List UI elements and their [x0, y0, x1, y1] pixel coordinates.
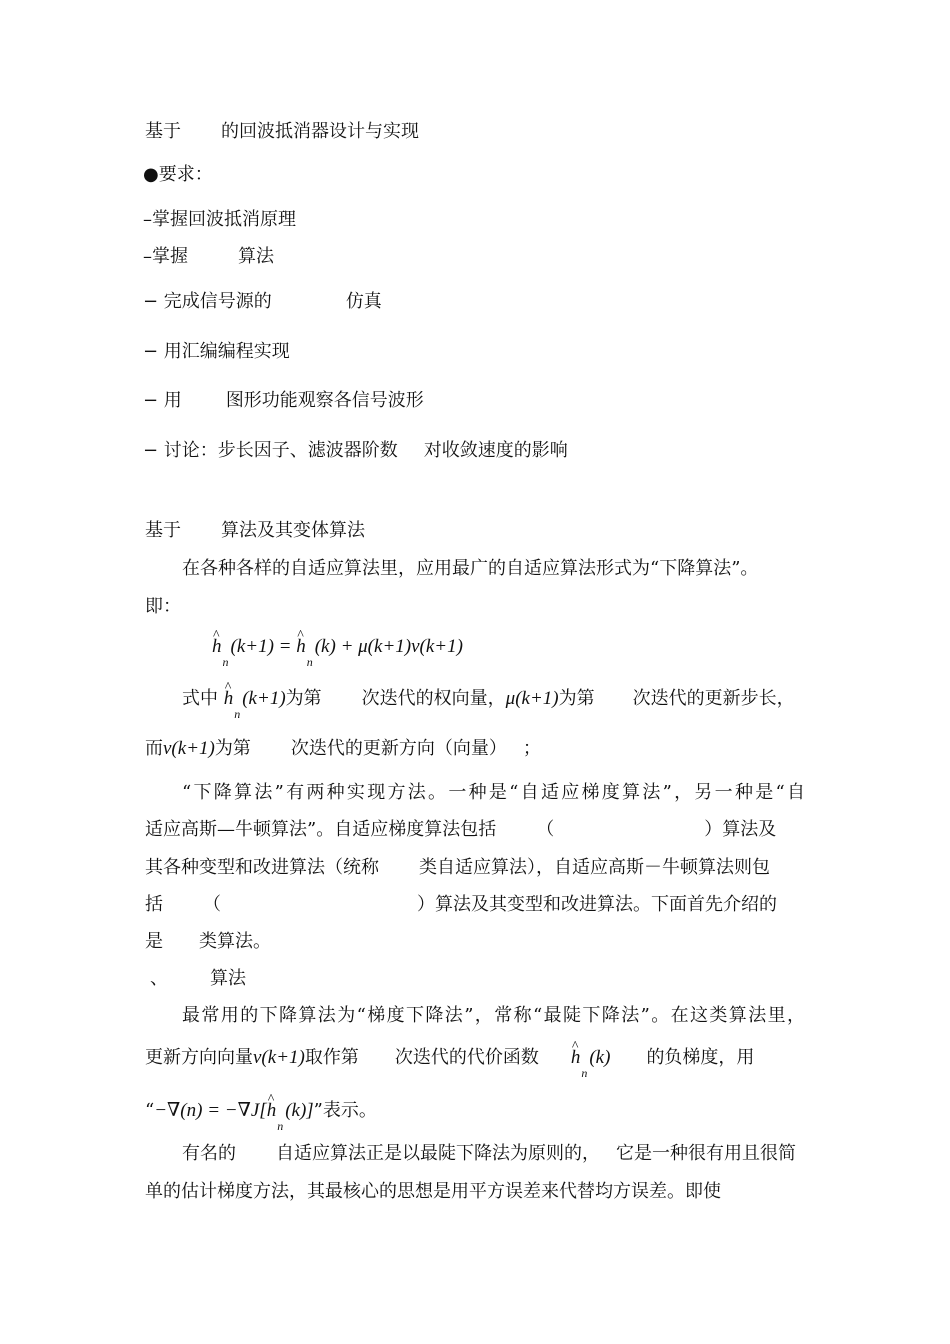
paragraph-4-line-1: 最常用的下降算法为“梯度下降法”，常称“最陡下降法”。在这类算法里，: [182, 1005, 805, 1026]
doc-title-1: 基于 的回波抵消器设计与实现: [145, 121, 419, 142]
paragraph-1-line-2: 即：: [145, 596, 181, 617]
requirement-item-6: − 讨论：步长因子、滤波器阶数 对收敛速度的影响: [143, 440, 568, 461]
requirement-item-3: − 完成信号源的 仿真: [143, 291, 382, 312]
equation-descent: ^ $h_n(k+1)$ = ^ $h_n(k) + \mu(k+1)v(k+1)$: [212, 635, 463, 660]
paragraph-3-line-1: “下降算法”有两种实现方法。一种是“自适应梯度算法”，另一种是“自: [182, 782, 805, 803]
requirement-item-1: –掌握回波抵消原理: [143, 209, 296, 230]
paragraph-4-line-2: 更新方向向量v(k+1)取作第 次迭代的代价函数^ $h_n(k)$ 的负梯度，用: [145, 1046, 754, 1071]
requirement-item-4: − 用汇编编程实现: [143, 341, 290, 362]
paragraph-5-line-2: 单的估计梯度方法，其最核心的思想是用平方误差来代替均方误差。即使: [145, 1181, 721, 1202]
paragraph-4-line-3: “−∇(n) = −∇J[^ $h_n(k)$]”表示。: [145, 1099, 377, 1124]
paragraph-1-line-1: 在各种各样的自适应算法里，应用最广的自适应算法形式为“下降算法”。: [182, 558, 759, 579]
paragraph-3-line-3: 其各种变型和改进算法（统称 类自适应算法），自适应高斯－牛顿算法则包: [145, 857, 770, 878]
paragraph-2-line-1: 式中 ^ $h_n(k+1)$为第 次迭代的权向量，μ(k+1)为第 次迭代的更新步长，: [182, 687, 795, 712]
doc-title-2: 基于 算法及其变体算法: [145, 520, 365, 541]
paragraph-2-line-2: 而v(k+1)为第 次迭代的更新方向（向量） ；: [145, 738, 541, 759]
paragraph-3-line-4: 括 （ ）算法及其变型和改进算法。下面首先介绍的: [145, 894, 777, 915]
requirement-item-5: − 用 图形功能观察各信号波形: [143, 390, 424, 411]
paragraph-3-line-2: 适应高斯—牛顿算法”。自适应梯度算法包括 （ ）算法及: [145, 819, 777, 840]
subheading-1: 、 算法: [150, 968, 246, 989]
requirement-item-2: –掌握 算法: [143, 246, 274, 267]
paragraph-5-line-1: 有名的 自适应算法正是以最陡下降法为原则的， 它是一种很有用且很简: [182, 1143, 796, 1164]
paragraph-3-line-5: 是 类算法。: [145, 931, 271, 952]
requirements-heading: ●要求：: [143, 164, 213, 185]
